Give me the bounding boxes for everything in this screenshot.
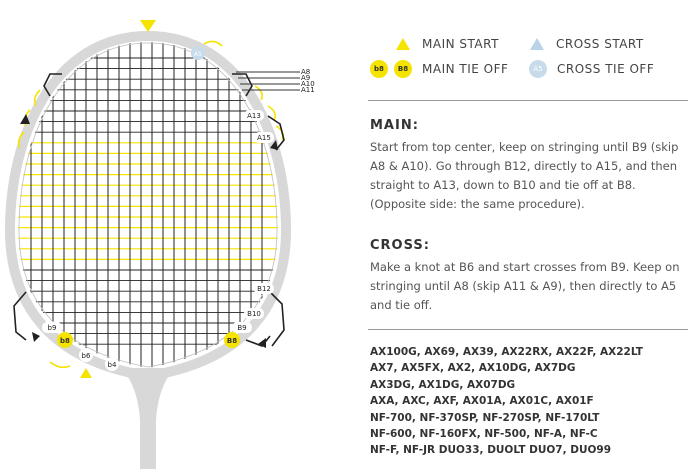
main-section-text: Start from top center, keep on stringing until B9 (skip A8 & A10). Go through B12, directly to A15, and then straight to A13, down to B10 and tie off at B8. (Opposite side: the same procedure).	[370, 140, 679, 211]
label-a8: A8	[301, 68, 311, 76]
model-line: NF-F, NF-JR DUO33, DUOLT DUO7, DUO99	[370, 444, 612, 457]
label-a13: A13	[247, 112, 261, 120]
legend-cross-start-label: CROSS START	[556, 37, 644, 51]
model-line: AX3DG, AX1DG, AX07DG	[370, 378, 516, 391]
svg-text:A5: A5	[194, 51, 202, 58]
label-b9-right: B9	[237, 324, 247, 332]
knot-b8-lower-icon: b8	[370, 60, 388, 78]
label-b6: b6	[81, 352, 91, 360]
label-b12: B12	[257, 285, 271, 293]
legend-main-start-label: MAIN START	[422, 37, 499, 51]
svg-text:B8: B8	[226, 337, 238, 345]
yellow-triangle-icon	[396, 38, 410, 50]
svg-text:b8: b8	[60, 337, 70, 345]
label-a11: A11	[301, 86, 315, 94]
model-line: AX7, AX5FX, AX2, AX10DG, AX7DG	[370, 362, 576, 375]
divider-bottom	[368, 329, 688, 330]
model-line: AXA, AXC, AXF, AX01A, AX01C, AX01F	[370, 395, 594, 408]
legend-cross-tie-off	[529, 59, 654, 79]
knot-b8-upper-icon: B8	[394, 60, 412, 78]
model-line: NF-600, NF-160FX, NF-500, NF-A, NF-C	[370, 428, 598, 441]
legend-main-tie-off	[370, 59, 508, 79]
cross-section-title: CROSS:	[370, 238, 430, 253]
compatible-models-list	[370, 344, 643, 459]
label-b4: b4	[107, 361, 117, 369]
racket-stringing-diagram	[0, 0, 320, 469]
main-start-marker-top	[140, 20, 156, 32]
arrow-left-bottom	[32, 332, 40, 342]
loop-b8-right	[246, 336, 270, 346]
main-section-title: MAIN:	[370, 118, 419, 133]
model-line: AX100G, AX69, AX39, AX22RX, AX22F, AX22LT	[370, 346, 643, 358]
legend-cross-start	[530, 34, 644, 54]
label-b10: B10	[247, 310, 261, 318]
model-line: NF-700, NF-370SP, NF-270SP, NF-170LT	[370, 411, 600, 424]
label-a15: A15	[257, 134, 271, 142]
racket-throat	[122, 368, 174, 469]
blue-triangle-icon	[530, 38, 544, 50]
main-start-marker-bottom	[80, 368, 92, 378]
knot-a5-icon: A5	[529, 60, 547, 78]
legend-main-tie-off-label: MAIN TIE OFF	[422, 62, 509, 76]
label-a9: A9	[301, 74, 311, 82]
legend-cross-tie-off-label: CROSS TIE OFF	[557, 62, 655, 76]
main-strings	[31, 30, 262, 380]
legend-main-start	[396, 34, 499, 54]
cross-section-text: Make a knot at B6 and start crosses from B9. Keep on stringing until A8 (skip A11 & A9), then directly to A5 and tie off.	[370, 260, 680, 312]
label-a10: A10	[301, 80, 315, 88]
divider-top	[368, 100, 688, 101]
label-b9-left: b9	[47, 324, 57, 332]
